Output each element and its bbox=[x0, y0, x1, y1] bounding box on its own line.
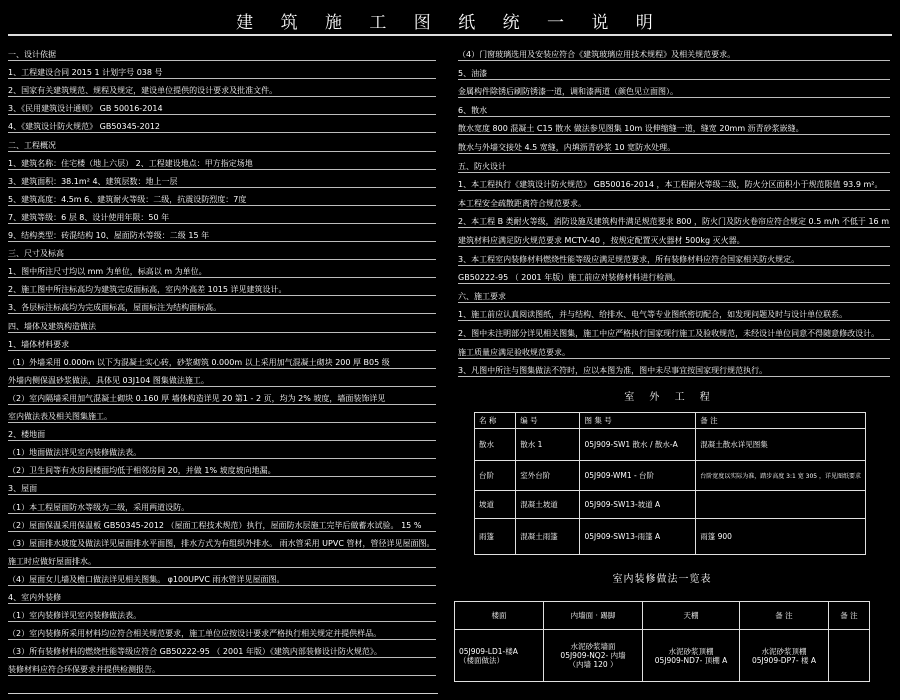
note-line bbox=[458, 217, 890, 227]
note-text: 本工程安全疏散距离符合规范要求。 bbox=[458, 198, 586, 208]
note-line bbox=[458, 143, 890, 153]
note-text: 金属构件除锈后刷防锈漆一道，调和漆两道（颜色见立面图）。 bbox=[458, 87, 678, 97]
indoor-finishes-table bbox=[454, 601, 870, 682]
note-line bbox=[8, 104, 436, 114]
note-text: （3）所有装修材料的燃烧性能等级应符合 GB50222-95 （ 2001 年版）《建筑内部装修设计防火规范》。 bbox=[8, 647, 382, 657]
indoor-header-cell: 天棚 bbox=[643, 602, 740, 630]
note-line bbox=[8, 503, 436, 513]
note-text: 三、尺寸及标高 bbox=[8, 249, 64, 259]
note-text: 2、图中未注明部分详见相关图集，施工中应严格执行国家现行施工及验收规范，未经设计单位同意不得随意修改设计。 bbox=[458, 329, 880, 338]
note-text: 3、各层标注标高均为完成面标高，屋面标注为结构面标高。 bbox=[8, 303, 222, 313]
note-underline bbox=[458, 190, 890, 191]
note-underline bbox=[458, 283, 890, 284]
indoor-header-row bbox=[455, 602, 870, 630]
note-line bbox=[458, 199, 890, 209]
note-underline bbox=[8, 151, 436, 152]
note-underline bbox=[458, 116, 890, 117]
note-underline bbox=[8, 241, 436, 242]
note-underline bbox=[458, 320, 890, 321]
outdoor-cell: 台阶 bbox=[475, 461, 516, 491]
note-underline bbox=[8, 368, 436, 369]
note-line bbox=[458, 255, 890, 265]
note-text: 3、凡图中所注与图集做法不符时，应以本图为准，图中未尽事宜按国家现行规范执行。 bbox=[458, 366, 768, 376]
note-line bbox=[458, 69, 890, 79]
note-underline bbox=[458, 172, 890, 173]
note-line bbox=[458, 329, 890, 339]
note-underline bbox=[8, 549, 436, 550]
note-underline bbox=[8, 295, 436, 296]
note-line bbox=[8, 249, 436, 259]
note-text: （1）室内装修详见室内装修做法表。 bbox=[8, 611, 142, 621]
note-line bbox=[8, 267, 436, 277]
outdoor-cell: 混凝土雨篷 bbox=[516, 519, 580, 555]
indoor-cell: 水泥砂浆墙面 05J909-NQ2- 内墙 （内墙 120 ） bbox=[544, 630, 643, 682]
table-row bbox=[475, 519, 866, 555]
note-text: 1、图中所注尺寸均以 mm 为单位，标高以 m 为单位。 bbox=[8, 267, 207, 277]
note-text: 外墙内侧保温砂浆做法，具体见 03J104 图集做法施工。 bbox=[8, 375, 209, 385]
note-line bbox=[8, 122, 436, 132]
note-underline bbox=[8, 657, 436, 658]
note-line bbox=[8, 575, 436, 585]
note-line bbox=[8, 303, 436, 313]
note-underline bbox=[8, 313, 436, 314]
note-underline bbox=[8, 422, 436, 423]
note-line bbox=[8, 340, 436, 350]
note-text: 2、施工图中所注标高均为建筑完成面标高，室内外高差 1015 详见建筑设计。 bbox=[8, 285, 287, 295]
note-line bbox=[458, 50, 890, 60]
note-line bbox=[458, 124, 890, 134]
note-underline bbox=[8, 476, 436, 477]
note-text: 5、油漆 bbox=[458, 68, 488, 78]
outdoor-works-table bbox=[474, 412, 866, 555]
table-row bbox=[475, 491, 866, 519]
outdoor-cell: 05J909-SW13-坡道 A bbox=[580, 491, 696, 519]
note-underline bbox=[8, 567, 436, 568]
note-line bbox=[458, 180, 890, 190]
note-text: （4）门窗玻璃选用及安装应符合《建筑玻璃应用技术规程》及相关规范要求。 bbox=[458, 50, 736, 59]
note-line bbox=[8, 285, 436, 295]
note-line bbox=[8, 521, 436, 531]
note-underline bbox=[8, 332, 436, 333]
note-line bbox=[8, 647, 436, 657]
note-line bbox=[458, 348, 890, 358]
outdoor-works-title: 室 外 工 程 bbox=[624, 392, 716, 403]
indoor-header-cell: 备 注 bbox=[740, 602, 829, 630]
note-line bbox=[458, 106, 890, 116]
note-line bbox=[8, 611, 436, 621]
note-line bbox=[8, 665, 436, 675]
outdoor-cell: 坡道 bbox=[475, 491, 516, 519]
indoor-header-cell: 楼面 bbox=[455, 602, 544, 630]
left-column-bottom-rule bbox=[8, 693, 438, 694]
note-line bbox=[8, 539, 436, 549]
note-underline bbox=[458, 134, 890, 135]
note-underline bbox=[8, 585, 436, 586]
note-line bbox=[8, 448, 436, 458]
note-line bbox=[458, 162, 890, 172]
note-text: 5、建筑高度：4.5m 6、建筑耐火等级：二级，抗震设防烈度：7度 bbox=[8, 194, 247, 204]
note-line bbox=[8, 557, 436, 567]
note-underline bbox=[8, 386, 436, 387]
outdoor-header-cell: 编 号 bbox=[516, 413, 580, 429]
note-underline bbox=[458, 302, 890, 303]
outdoor-cell: 散水 1 bbox=[516, 429, 580, 461]
note-underline bbox=[8, 350, 436, 351]
note-line bbox=[8, 358, 436, 368]
indoor-cell: 05J909-LD1-楼A （楼面做法） bbox=[455, 630, 544, 682]
note-underline bbox=[458, 265, 890, 266]
note-underline bbox=[8, 187, 436, 188]
note-text: 7、建筑等级：6 层 8、设计使用年限：50 年 bbox=[8, 212, 170, 222]
note-text: 施工质量应满足验收规范要求。 bbox=[458, 347, 570, 357]
note-text: 2、本工程 B 类耐火等级，消防设施及建筑构件满足规范要求 800 ，防火门及防火卷帘应符合规定 0.5 m/h 不低于 16 m bbox=[458, 217, 889, 227]
note-underline bbox=[8, 114, 436, 115]
table-row bbox=[475, 429, 866, 461]
note-line bbox=[8, 68, 436, 78]
indoor-header-cell: 内墙面 · 踢脚 bbox=[544, 602, 643, 630]
note-underline bbox=[8, 531, 436, 532]
note-underline bbox=[8, 132, 436, 133]
title-rule bbox=[8, 34, 892, 36]
note-underline bbox=[8, 60, 436, 61]
indoor-cell bbox=[829, 630, 870, 682]
note-line bbox=[458, 366, 890, 376]
outdoor-cell: 散水 bbox=[475, 429, 516, 461]
note-line bbox=[8, 213, 436, 223]
table-row bbox=[455, 630, 870, 682]
note-underline bbox=[8, 621, 436, 622]
note-line bbox=[8, 195, 436, 205]
note-text: 1、工程建设合同 2015 1 计划字号 038 号 bbox=[8, 68, 163, 78]
note-line bbox=[8, 322, 436, 332]
page-title: 建 筑 施 工 图 纸 统 一 说 明 bbox=[236, 13, 664, 33]
outdoor-cell: 05J909-WM1 - 台阶 bbox=[580, 461, 696, 491]
note-underline bbox=[8, 458, 436, 459]
note-line bbox=[458, 236, 890, 246]
note-text: （2）屋面保温采用保温板 GB50345-2012 （屋面工程技术规范）执行，屋面防水层施工完毕后做蓄水试验。 15 % bbox=[8, 520, 422, 530]
note-underline bbox=[8, 494, 436, 495]
note-text: 2、国家有关建筑规范、规程及规定，建设单位提供的设计要求及批准文件。 bbox=[8, 86, 278, 96]
note-underline bbox=[8, 223, 436, 224]
note-underline bbox=[8, 96, 436, 97]
note-underline bbox=[8, 169, 436, 170]
note-text: 装修材料应符合环保要求并提供检测报告。 bbox=[8, 665, 160, 675]
note-underline bbox=[458, 376, 890, 377]
indoor-cell: 水泥砂浆顶棚 05J909-ND7- 顶棚 A bbox=[643, 630, 740, 682]
outdoor-cell: 台阶宽度以实际为准，踏步高度 3:1 宽 305 ，详见图纸要求 bbox=[696, 461, 866, 491]
note-underline bbox=[458, 339, 890, 340]
table-row bbox=[475, 461, 866, 491]
indoor-finishes-title: 室内装修做法一览表 bbox=[612, 574, 712, 585]
outdoor-cell bbox=[696, 491, 866, 519]
outdoor-cell: 混凝土散水详见图集 bbox=[696, 429, 866, 461]
outdoor-cell: 05J909-SW1 散水 / 散水-A bbox=[580, 429, 696, 461]
note-line bbox=[458, 292, 890, 302]
note-text: 二、工程概况 bbox=[8, 140, 56, 150]
note-text: 1、本工程执行《建筑设计防火规范》 GB50016-2014 ，本工程耐火等级二级，防火分区面积小于规范限值 93.9 m²。 bbox=[458, 180, 883, 190]
note-underline bbox=[458, 227, 890, 228]
indoor-header-cell: 备 注 bbox=[829, 602, 870, 630]
note-text: 一、设计依据 bbox=[8, 50, 56, 59]
note-underline bbox=[458, 153, 890, 154]
note-underline bbox=[8, 440, 436, 441]
note-text: 1、施工前应认真阅读图纸，并与结构、给排水、电气等专业图纸密切配合，如发现问题及时与设计单位联系。 bbox=[458, 310, 848, 320]
note-text: 2、楼地面 bbox=[8, 430, 46, 440]
note-underline bbox=[8, 404, 436, 405]
indoor-cell: 水泥砂浆顶棚 05J909-DP7- 楼 A bbox=[740, 630, 829, 682]
note-text: 散水与外墙交接处 4.5 宽缝，内填沥青砂浆 10 宽防水处理。 bbox=[458, 143, 676, 152]
note-line bbox=[8, 141, 436, 151]
note-line bbox=[8, 412, 436, 422]
note-text: （1）本工程屋面防水等级为二级，采用两道设防。 bbox=[8, 502, 190, 512]
outdoor-cell: 雨篷 bbox=[475, 519, 516, 555]
note-line bbox=[458, 273, 890, 283]
outdoor-cell: 雨篷 900 bbox=[696, 519, 866, 555]
outdoor-header-cell: 图 集 号 bbox=[580, 413, 696, 429]
note-text: 4、《建筑设计防火规范》 GB50345-2012 bbox=[8, 122, 161, 132]
note-line bbox=[8, 50, 436, 60]
note-line bbox=[458, 310, 890, 320]
note-line bbox=[8, 430, 436, 440]
note-line bbox=[8, 376, 436, 386]
note-text: （2）卫生间等有水房间楼面均低于相邻房间 20，并做 1% 坡度坡向地漏。 bbox=[8, 466, 276, 476]
note-text: 四、墙体及建筑构造做法 bbox=[8, 321, 96, 331]
note-text: （1）外墙采用 0.000m 以下为混凝土实心砖，砂浆砌筑 0.000m 以上采用加气混凝土砌块 200 厚 B05 级 bbox=[8, 357, 390, 367]
note-text: 散水宽度 800 混凝土 C15 散水 做法参见图集 10m 设伸缩缝一道，缝宽 20mm 沥青砂浆嵌缝。 bbox=[458, 124, 804, 134]
note-underline bbox=[458, 60, 890, 61]
outdoor-header-row bbox=[475, 413, 866, 429]
outdoor-header-cell: 备 注 bbox=[696, 413, 866, 429]
note-line bbox=[8, 231, 436, 241]
note-line bbox=[458, 87, 890, 97]
note-line bbox=[8, 177, 436, 187]
note-text: GB50222-95 （ 2001 年版）施工前应对装修材料进行检测。 bbox=[458, 273, 681, 283]
note-line bbox=[8, 466, 436, 476]
note-text: 室内做法表及相关图集施工。 bbox=[8, 412, 112, 421]
note-line bbox=[8, 86, 436, 96]
note-line bbox=[8, 593, 436, 603]
outdoor-cell: 05J909-SW13-雨篷 A bbox=[580, 519, 696, 555]
note-text: （4）屋面女儿墙及檐口做法详见相关图集。 φ100UPVC 雨水管详见屋面图。 bbox=[8, 574, 285, 584]
note-underline bbox=[458, 209, 890, 210]
note-text: （1）地面做法详见室内装修做法表。 bbox=[8, 448, 142, 458]
note-underline bbox=[8, 205, 436, 206]
note-underline bbox=[8, 259, 436, 260]
note-text: 3、建筑面积：38.1m² 4、建筑层数：地上一层 bbox=[8, 176, 178, 186]
note-text: 1、墙体材料要求 bbox=[8, 339, 70, 349]
note-text: 建筑材料应满足防火规范要求 MCTV-40 ，按规定配置灭火器材 500kg 灭火器。 bbox=[458, 236, 745, 245]
note-text: 1、建筑名称：住宅楼（地上六层） 2、工程建设地点：甲方指定场地 bbox=[8, 158, 253, 168]
note-underline bbox=[458, 97, 890, 98]
note-line bbox=[8, 484, 436, 494]
note-underline bbox=[8, 603, 436, 604]
note-underline bbox=[8, 78, 436, 79]
note-text: 4、室内外装修 bbox=[8, 593, 62, 602]
note-underline bbox=[458, 79, 890, 80]
note-underline bbox=[458, 358, 890, 359]
note-underline bbox=[8, 675, 436, 676]
note-underline bbox=[8, 277, 436, 278]
note-text: 六、施工要求 bbox=[458, 291, 506, 301]
note-line bbox=[8, 629, 436, 639]
outdoor-header-cell: 名 称 bbox=[475, 413, 516, 429]
note-text: （3）屋面排水坡度及做法详见屋面排水平面图，排水方式为有组织外排水。 雨水管采用 UPVC 管材，管径详见屋面图。 bbox=[8, 538, 435, 548]
note-line bbox=[8, 394, 436, 404]
note-text: 3、屋面 bbox=[8, 484, 38, 494]
outdoor-cell: 室外台阶 bbox=[516, 461, 580, 491]
note-text: 施工时应做好屋面排水。 bbox=[8, 556, 96, 566]
note-text: 五、防火设计 bbox=[458, 161, 506, 171]
note-text: 9、结构类型：砖混结构 10、屋面防水等级：二级 15 年 bbox=[8, 231, 210, 240]
note-text: （2）室内隔墙采用加气混凝土砌块 0.160 厚 墙体构造详见 20 第1 - 2 页，均为 2% 坡度，墙面装饰详见 bbox=[8, 393, 386, 403]
note-underline bbox=[8, 639, 436, 640]
note-underline bbox=[458, 246, 890, 247]
note-underline bbox=[8, 513, 436, 514]
note-text: 3、本工程室内装修材料燃烧性能等级应满足规范要求，所有装修材料应符合国家相关防火规定。 bbox=[458, 254, 800, 264]
note-text: （2）室内装修所采用材料均应符合相关规范要求，施工单位应按设计要求严格执行相关规定并提供样品。 bbox=[8, 629, 382, 639]
note-line bbox=[8, 159, 436, 169]
note-text: 6、散水 bbox=[458, 105, 488, 115]
note-text: 3、《民用建筑设计通则》 GB 50016-2014 bbox=[8, 104, 163, 114]
outdoor-cell: 混凝土坡道 bbox=[516, 491, 580, 519]
